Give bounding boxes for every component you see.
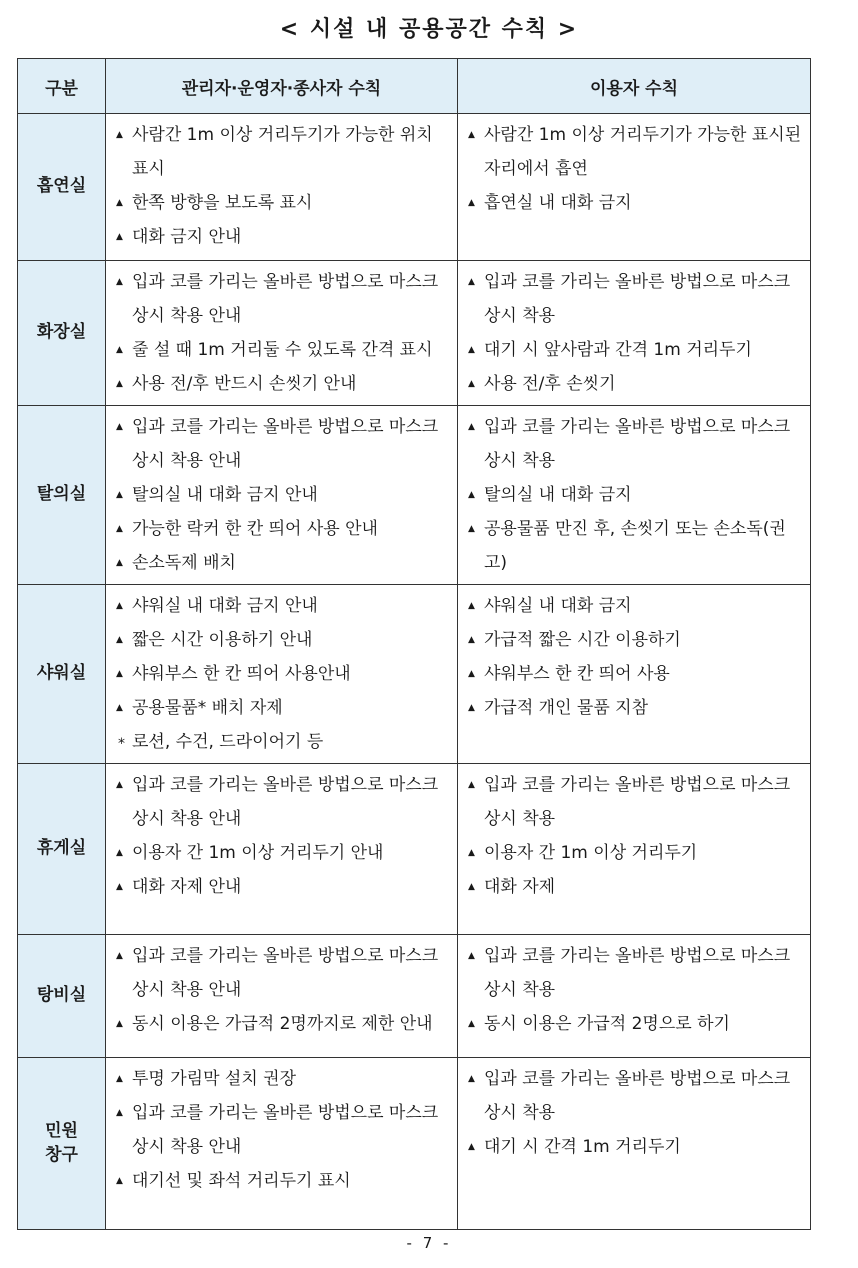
rule-item [464, 1062, 804, 1130]
header-manager-rules: 관리자·운영자·종사자 수칙 [106, 59, 458, 114]
category-cell: 민원 창구 [18, 1058, 106, 1230]
rule-text: 대기선 및 좌석 거리두기 표시 [132, 1171, 351, 1191]
rule-item [464, 512, 804, 580]
table-row [18, 585, 811, 764]
table-row [18, 764, 811, 935]
rule-item [464, 333, 804, 367]
rule-item [112, 589, 451, 623]
triangle-bullet-icon: ▲ [116, 703, 123, 713]
triangle-bullet-icon: ▲ [468, 379, 475, 389]
triangle-bullet-icon: ▲ [116, 601, 123, 611]
triangle-bullet-icon: ▲ [468, 198, 475, 208]
rule-item [464, 410, 804, 478]
triangle-bullet-icon: ▲ [468, 524, 475, 534]
rule-text: 가급적 개인 물품 지참 [484, 698, 649, 718]
triangle-bullet-icon: ▲ [468, 1142, 475, 1152]
rule-text: 공용물품 만진 후, 손씻기 또는 손소독(권고) [484, 519, 786, 573]
table-row [18, 406, 811, 585]
rule-item [112, 265, 451, 333]
manager-rules-cell [106, 585, 458, 764]
rule-text: 가급적 짧은 시간 이용하기 [484, 630, 681, 650]
rule-item [464, 768, 804, 836]
rule-item [112, 220, 451, 254]
rule-text: 한쪽 방향을 보도록 표시 [132, 193, 313, 213]
triangle-bullet-icon: ▲ [468, 490, 475, 500]
header-category: 구분 [18, 59, 106, 114]
rule-text: 흡연실 내 대화 금지 [484, 193, 632, 213]
rule-item [112, 478, 451, 512]
rule-text: 입과 코를 가리는 올바른 방법으로 마스크 상시 착용 [484, 946, 791, 1000]
triangle-bullet-icon: ▲ [468, 882, 475, 892]
triangle-bullet-icon: ▲ [468, 130, 475, 140]
manager-rules-cell [106, 764, 458, 935]
rule-item [112, 657, 451, 691]
rule-item [112, 546, 451, 580]
triangle-bullet-icon: ▲ [468, 780, 475, 790]
rule-footnote [112, 725, 451, 759]
triangle-bullet-icon: ▲ [468, 635, 475, 645]
triangle-bullet-icon: ▲ [116, 198, 123, 208]
asterisk-icon: * [118, 736, 125, 752]
triangle-bullet-icon: ▲ [468, 422, 475, 432]
manager-rules-cell [106, 114, 458, 261]
manager-rules-cell [106, 261, 458, 406]
manager-rules-cell [106, 1058, 458, 1230]
triangle-bullet-icon: ▲ [468, 951, 475, 961]
rule-item [464, 657, 804, 691]
rule-text: 동시 이용은 가급적 2명으로 하기 [484, 1014, 730, 1034]
rule-text: 손소독제 배치 [132, 553, 236, 573]
category-cell: 샤워실 [18, 585, 106, 764]
rule-item [464, 118, 804, 186]
rule-text: 탈의실 내 대화 금지 안내 [132, 485, 318, 505]
triangle-bullet-icon: ▲ [116, 669, 123, 679]
rule-text: 이용자 간 1m 이상 거리두기 안내 [132, 843, 384, 863]
rule-text: 줄 설 때 1m 거리둘 수 있도록 간격 표시 [132, 340, 433, 360]
rule-text: 투명 가림막 설치 권장 [132, 1069, 297, 1089]
table-row [18, 1058, 811, 1230]
rule-text: 샤워실 내 대화 금지 안내 [132, 596, 318, 616]
rule-text: 대기 시 간격 1m 거리두기 [484, 1137, 681, 1157]
manager-rules-cell [106, 935, 458, 1058]
triangle-bullet-icon: ▲ [468, 345, 475, 355]
category-cell: 탕비실 [18, 935, 106, 1058]
rule-text: 탈의실 내 대화 금지 [484, 485, 632, 505]
triangle-bullet-icon: ▲ [468, 848, 475, 858]
category-cell: 화장실 [18, 261, 106, 406]
rule-text: 대화 자제 안내 [132, 877, 242, 897]
user-rules-cell [458, 406, 811, 585]
triangle-bullet-icon: ▲ [468, 277, 475, 287]
rule-item [464, 367, 804, 401]
rule-text: 입과 코를 가리는 올바른 방법으로 마스크 상시 착용 안내 [132, 946, 439, 1000]
triangle-bullet-icon: ▲ [116, 345, 123, 355]
rule-text: 입과 코를 가리는 올바른 방법으로 마스크 상시 착용 [484, 272, 791, 326]
rule-text: 입과 코를 가리는 올바른 방법으로 마스크 상시 착용 [484, 775, 791, 829]
rule-text: 샤워부스 한 칸 띄어 사용 [484, 664, 670, 684]
rule-item [112, 623, 451, 657]
rule-item [112, 870, 451, 904]
footnote-text: 로션, 수건, 드라이어기 등 [132, 732, 324, 752]
rule-item [112, 367, 451, 401]
rule-item [112, 939, 451, 1007]
rule-item [112, 1062, 451, 1096]
triangle-bullet-icon: ▲ [116, 490, 123, 500]
rule-item [112, 1164, 451, 1198]
user-rules-cell [458, 261, 811, 406]
rule-item [112, 836, 451, 870]
triangle-bullet-icon: ▲ [116, 848, 123, 858]
triangle-bullet-icon: ▲ [116, 1019, 123, 1029]
triangle-bullet-icon: ▲ [116, 232, 123, 242]
rule-item [112, 512, 451, 546]
rule-item [112, 768, 451, 836]
rule-text: 동시 이용은 가급적 2명까지로 제한 안내 [132, 1014, 433, 1034]
rule-text: 입과 코를 가리는 올바른 방법으로 마스크 상시 착용 안내 [132, 775, 439, 829]
rule-item [464, 1130, 804, 1164]
rule-item [464, 478, 804, 512]
rule-item [464, 939, 804, 1007]
rule-text: 입과 코를 가리는 올바른 방법으로 마스크 상시 착용 [484, 1069, 791, 1123]
triangle-bullet-icon: ▲ [116, 780, 123, 790]
rule-item [464, 836, 804, 870]
rule-item [112, 118, 451, 186]
user-rules-cell [458, 935, 811, 1058]
triangle-bullet-icon: ▲ [468, 669, 475, 679]
rule-item [464, 1007, 804, 1041]
category-cell: 휴게실 [18, 764, 106, 935]
triangle-bullet-icon: ▲ [116, 130, 123, 140]
triangle-bullet-icon: ▲ [468, 1074, 475, 1084]
rule-text: 사용 전/후 반드시 손씻기 안내 [132, 374, 357, 394]
rule-item [112, 1096, 451, 1164]
rule-item [464, 265, 804, 333]
triangle-bullet-icon: ▲ [116, 1108, 123, 1118]
triangle-bullet-icon: ▲ [116, 277, 123, 287]
table-row [18, 935, 811, 1058]
rule-item [112, 186, 451, 220]
table-header-row [18, 59, 811, 114]
rule-text: 샤워부스 한 칸 띄어 사용안내 [132, 664, 351, 684]
triangle-bullet-icon: ▲ [116, 558, 123, 568]
rule-text: 이용자 간 1m 이상 거리두기 [484, 843, 698, 863]
rule-item [464, 691, 804, 725]
rule-text: 공용물품* 배치 자제 [132, 698, 283, 718]
rule-text: 대화 금지 안내 [132, 227, 242, 247]
triangle-bullet-icon: ▲ [116, 524, 123, 534]
triangle-bullet-icon: ▲ [116, 882, 123, 892]
rules-table [17, 58, 811, 1230]
user-rules-cell [458, 114, 811, 261]
rule-text: 사용 전/후 손씻기 [484, 374, 616, 394]
header-user-rules: 이용자 수칙 [458, 59, 811, 114]
page-title: < 시설 내 공용공간 수칙 > [279, 17, 579, 42]
rule-item [464, 623, 804, 657]
rule-text: 가능한 락커 한 칸 띄어 사용 안내 [132, 519, 378, 539]
rule-item [112, 410, 451, 478]
category-cell: 흡연실 [18, 114, 106, 261]
rule-text: 입과 코를 가리는 올바른 방법으로 마스크 상시 착용 안내 [132, 272, 439, 326]
user-rules-cell [458, 585, 811, 764]
user-rules-cell [458, 1058, 811, 1230]
rule-text: 대기 시 앞사람과 간격 1m 거리두기 [484, 340, 752, 360]
rule-item [464, 186, 804, 220]
triangle-bullet-icon: ▲ [468, 601, 475, 611]
table-row [18, 261, 811, 406]
rule-text: 사람간 1m 이상 거리두기가 가능한 위치 표시 [132, 125, 433, 179]
rule-text: 사람간 1m 이상 거리두기가 가능한 표시된 자리에서 흡연 [484, 125, 802, 179]
rule-item [112, 691, 451, 725]
triangle-bullet-icon: ▲ [116, 1074, 123, 1084]
triangle-bullet-icon: ▲ [468, 1019, 475, 1029]
triangle-bullet-icon: ▲ [116, 379, 123, 389]
manager-rules-cell [106, 406, 458, 585]
rule-item [112, 1007, 451, 1041]
triangle-bullet-icon: ▲ [116, 422, 123, 432]
category-cell: 탈의실 [18, 406, 106, 585]
triangle-bullet-icon: ▲ [116, 951, 123, 961]
triangle-bullet-icon: ▲ [116, 1176, 123, 1186]
triangle-bullet-icon: ▲ [116, 635, 123, 645]
rule-text: 대화 자제 [484, 877, 556, 897]
page-number: - 7 - [406, 1234, 452, 1252]
rule-item [112, 333, 451, 367]
rule-item [464, 589, 804, 623]
rule-text: 샤워실 내 대화 금지 [484, 596, 632, 616]
rule-text: 짧은 시간 이용하기 안내 [132, 630, 313, 650]
triangle-bullet-icon: ▲ [468, 703, 475, 713]
user-rules-cell [458, 764, 811, 935]
rule-text: 입과 코를 가리는 올바른 방법으로 마스크 상시 착용 안내 [132, 1103, 439, 1157]
rule-text: 입과 코를 가리는 올바른 방법으로 마스크 상시 착용 [484, 417, 791, 471]
table-row [18, 114, 811, 261]
rule-item [464, 870, 804, 904]
rule-text: 입과 코를 가리는 올바른 방법으로 마스크 상시 착용 안내 [132, 417, 439, 471]
